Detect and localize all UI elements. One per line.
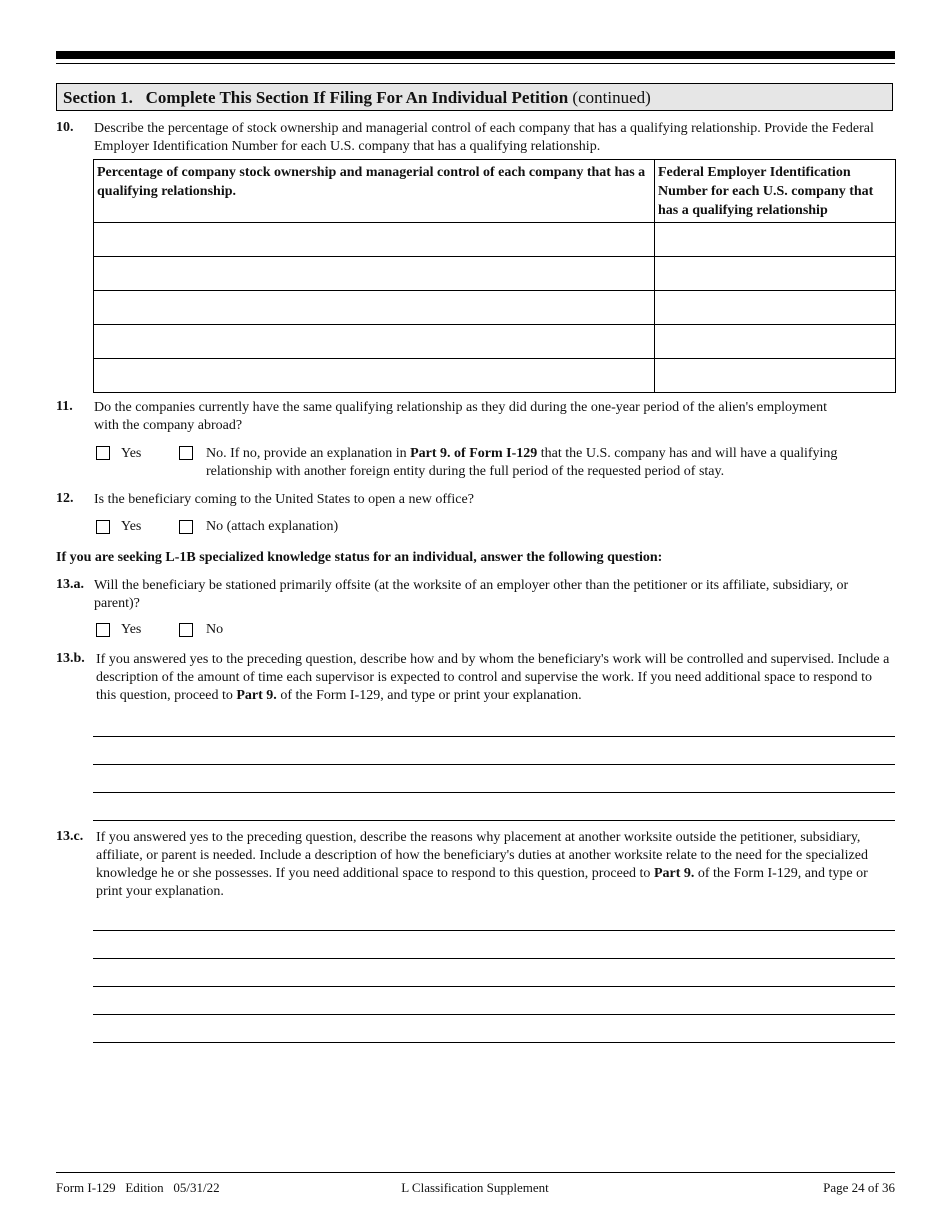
q13a-text: Will the beneficiary be stationed primarily offsite (at the worksite of an employer other than the petitioner or its affiliate, subsidiary, or parent)? xyxy=(94,578,849,611)
top-rule-thick xyxy=(56,51,895,59)
q11-number: 11. xyxy=(56,399,73,414)
ownership-cell[interactable] xyxy=(94,291,655,325)
ownership-cell[interactable] xyxy=(94,223,655,257)
q13a-no-checkbox[interactable] xyxy=(179,623,193,637)
q11-no-label xyxy=(206,445,896,481)
q13c-number: 13.c. xyxy=(56,829,84,844)
footer-rule xyxy=(56,1172,895,1173)
section-title: Section 1. Complete This Section If Filing For An Individual Petition xyxy=(63,88,569,107)
q12-text: Is the beneficiary coming to the United States to open a new office? xyxy=(94,492,474,507)
q10-number: 10. xyxy=(56,120,74,135)
q13a-yes-label: Yes xyxy=(121,622,142,637)
q13c-answer-line[interactable] xyxy=(93,958,895,959)
table-row xyxy=(94,325,896,359)
q13c-answer-line[interactable] xyxy=(93,986,895,987)
q13b-answer-line[interactable] xyxy=(93,820,895,821)
q13b-text xyxy=(96,651,895,705)
q11-yes-label: Yes xyxy=(121,446,142,461)
q11-no-checkbox[interactable] xyxy=(179,446,193,460)
q13b-text-bold: Part 9. xyxy=(236,688,277,703)
q13b-number: 13.b. xyxy=(56,651,85,666)
q11-no-text-prefix: No. If no, provide an explanation in xyxy=(206,446,411,461)
q11-no-text-bold: Part 9. of Form I-129 xyxy=(410,446,538,461)
q13a-number: 13.a. xyxy=(56,577,84,592)
fein-cell[interactable] xyxy=(655,291,896,325)
q13c-text xyxy=(96,829,886,901)
footer-supplement-title: L Classification Supplement xyxy=(401,1180,549,1195)
q10-text: Describe the percentage of stock ownership and managerial control of each company that has a qualifying relationship. Provide the Federal Employer Identification Number for each U.S. company that has a qualifying relationship. xyxy=(94,121,874,154)
q13b-answer-line[interactable] xyxy=(93,792,895,793)
q13b-answer-line[interactable] xyxy=(93,764,895,765)
section-suffix: (continued) xyxy=(572,88,651,107)
q13b-text-pre: If you answered yes to the preceding question, describe how and by whom the beneficiary's work will be controlled and supervised. Include a description of the amount of time each supervisor is expected to control and supervise the work. If you need additional space to respond to this question, proceed to xyxy=(96,652,890,703)
footer-form-edition: Form I-129 Edition 05/31/22 xyxy=(56,1180,220,1195)
q13b-text-post: of the Form I-129, and type or print your explanation. xyxy=(276,688,582,703)
q13c-answer-line[interactable] xyxy=(93,1042,895,1043)
table-row xyxy=(94,291,896,325)
q13c-answer-line[interactable] xyxy=(93,930,895,931)
section-header xyxy=(56,83,893,111)
fein-cell[interactable] xyxy=(655,325,896,359)
ownership-cell[interactable] xyxy=(94,325,655,359)
q12-no-label: No (attach explanation) xyxy=(206,519,339,534)
table-row xyxy=(94,223,896,257)
table-row xyxy=(94,359,896,393)
q11-text: Do the companies currently have the same qualifying relationship as they did during the one-year period of the alien's employment with the company abroad? xyxy=(94,400,828,433)
q10-table xyxy=(93,159,896,393)
q13b-answer-line[interactable] xyxy=(93,736,895,737)
q12-number: 12. xyxy=(56,491,74,506)
table-row xyxy=(94,257,896,291)
ownership-cell[interactable] xyxy=(94,359,655,393)
q13c-answer-line[interactable] xyxy=(93,1014,895,1015)
q10-col2-header: Federal Employer Identification Number for each U.S. company that has a qualifying relationship xyxy=(655,160,896,223)
top-rule-thin xyxy=(56,63,895,64)
fein-cell[interactable] xyxy=(655,257,896,291)
q11-no-text-suffix: that the U.S. company has and will have a qualifying relationship with another foreign entity during the full period of the requested period of stay. xyxy=(206,446,838,479)
q12-yes-checkbox[interactable] xyxy=(96,520,110,534)
q13c-text-pre: If you answered yes to the preceding question, describe the reasons why placement at another worksite outside the petitioner, subsidiary, affiliate, or parent is needed. Include a description of how the beneficiary's duties at another worksite relate to the need for the specialized knowledge he or she possesses. If you need additional space to respond to this question, proceed to xyxy=(96,830,868,881)
q13c-text-post: of the Form I-129, and type or print your explanation. xyxy=(96,866,868,899)
fein-cell[interactable] xyxy=(655,223,896,257)
l1b-heading: If you are seeking L-1B specialized knowledge status for an individual, answer the following question: xyxy=(56,550,663,565)
fein-cell[interactable] xyxy=(655,359,896,393)
q12-yes-label: Yes xyxy=(121,519,142,534)
ownership-cell[interactable] xyxy=(94,257,655,291)
q13a-no-label: No xyxy=(206,622,224,637)
q10-col1-header: Percentage of company stock ownership and managerial control of each company that has a qualifying relationship. xyxy=(94,160,655,223)
footer-page-number: Page 24 of 36 xyxy=(823,1180,895,1195)
q13a-yes-checkbox[interactable] xyxy=(96,623,110,637)
q13c-text-bold: Part 9. xyxy=(653,866,695,881)
q12-no-checkbox[interactable] xyxy=(179,520,193,534)
q11-yes-checkbox[interactable] xyxy=(96,446,110,460)
